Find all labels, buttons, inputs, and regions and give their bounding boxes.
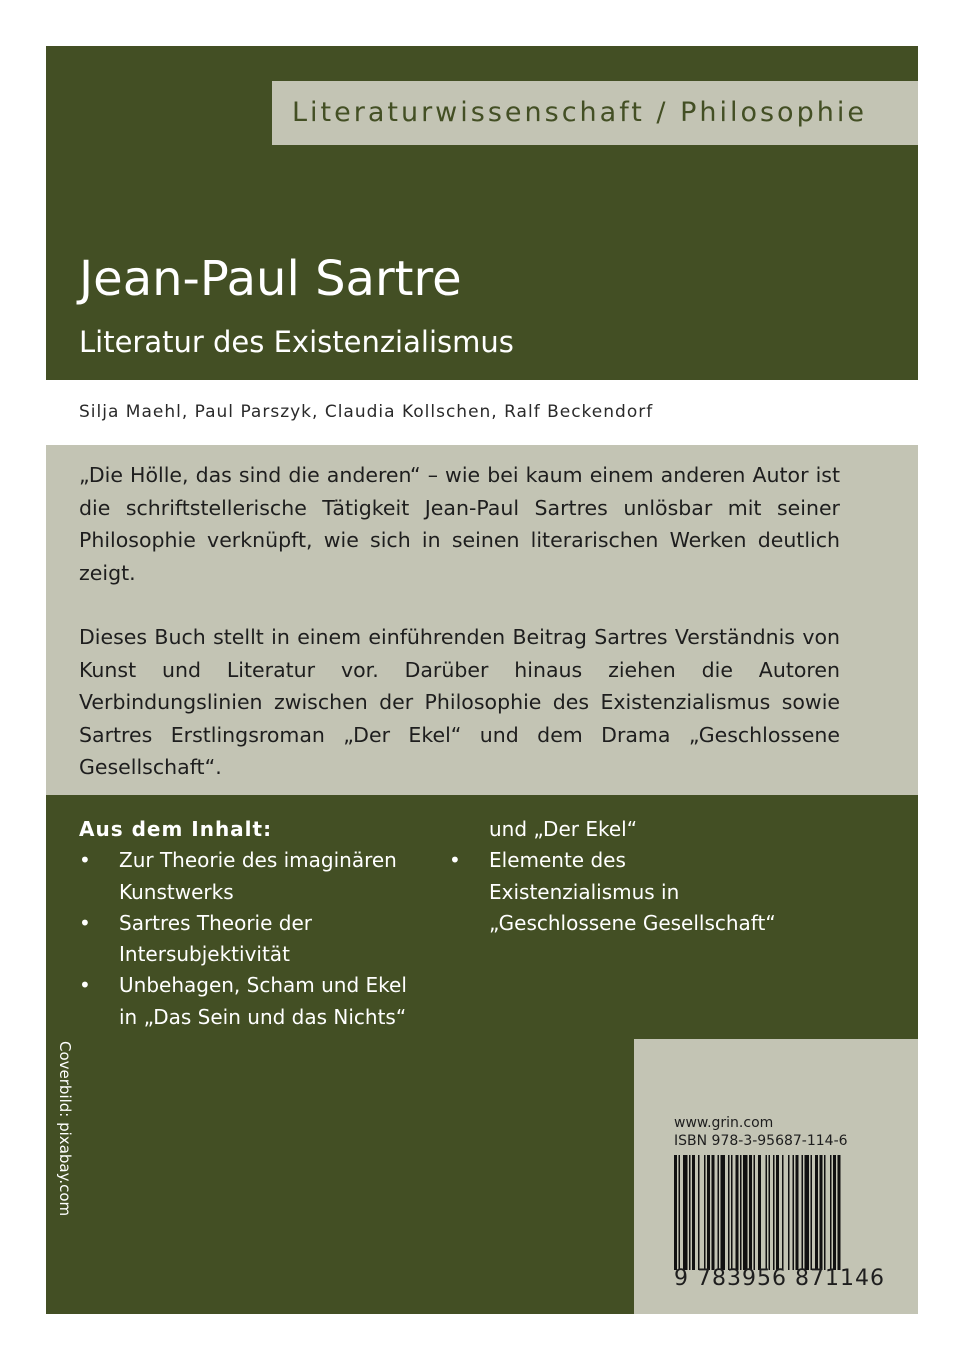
contents-heading: Aus dem Inhalt: [79, 817, 273, 841]
barcode-bar [824, 1155, 826, 1270]
barcode-bar [736, 1155, 739, 1270]
barcode-bar [740, 1155, 742, 1270]
barcode-bar [820, 1155, 823, 1270]
cover-image-credit: Coverbild: pixabay.com [56, 1041, 74, 1217]
list-item: • Zur Theorie des imaginären Kunstwerks [79, 845, 409, 908]
barcode-bar [833, 1155, 836, 1270]
barcode-bar [707, 1155, 710, 1270]
header-block [46, 46, 918, 380]
barcode-bar [773, 1155, 775, 1270]
barcode-bar [731, 1155, 733, 1270]
barcode-bar [811, 1155, 813, 1270]
barcode-bar [782, 1155, 784, 1270]
barcode-bar [776, 1155, 779, 1270]
barcode-bar [802, 1155, 804, 1270]
barcode-bar [679, 1155, 681, 1270]
barcode-area [634, 1039, 918, 1314]
list-item: • Unbehagen, Scham und Ekel in „Das Sein und das Nichts“ und „Der Ekel“ [79, 814, 779, 1044]
barcode-bar [830, 1155, 832, 1270]
barcode-bar [712, 1155, 715, 1270]
barcode-bar [674, 1155, 677, 1270]
publisher-url: www.grin.com [674, 1115, 774, 1131]
book-subtitle: Literatur des Existenzialismus [79, 325, 514, 359]
barcode-bar [788, 1155, 790, 1270]
barcode-bar [749, 1155, 752, 1270]
contents-list [79, 814, 779, 1044]
list-item: • Sartres Theorie der Intersubjektivität [79, 908, 409, 971]
barcode-bar [769, 1155, 771, 1270]
list-item: • Elemente des Existenzialismus in „Geschlossene Gesellschaft“ [449, 845, 779, 939]
description-text [79, 459, 840, 816]
barcode-bar [721, 1155, 726, 1270]
barcode-bar [743, 1155, 748, 1270]
book-title: Jean-Paul Sartre [79, 251, 462, 307]
barcode-bar [766, 1155, 768, 1270]
barcode-bar [718, 1155, 720, 1270]
barcode-bar [704, 1155, 706, 1270]
barcode-icon [674, 1155, 894, 1270]
description-paragraph-1: „Die Hölle, das sind die anderen“ – wie bei kaum einem anderen Autor ist die schriftstellerische Tätigkeit Jean-Paul Sartres unlösbar mit seiner Philosophie verknüpft, wie sich in seinen literarischen Werken deutlich zeigt. [79, 463, 840, 585]
barcode-bar [838, 1155, 841, 1270]
category-label: Literaturwissenschaft / Philosophie [272, 81, 918, 145]
barcode-bar [692, 1155, 695, 1270]
barcode-bar [805, 1155, 810, 1270]
barcode-bar [793, 1155, 795, 1270]
description-block [46, 445, 918, 795]
barcode-bar [698, 1155, 700, 1270]
isbn: ISBN 978-3-95687-114-6 [674, 1133, 848, 1149]
barcode-bar [815, 1155, 818, 1270]
ean-number: 9 783956 871146 [674, 1266, 885, 1291]
barcode-bar [796, 1155, 799, 1270]
authors: Silja Maehl, Paul Parszyk, Claudia Kollschen, Ralf Beckendorf [79, 402, 654, 422]
book-back-cover [46, 46, 918, 1314]
barcode-bar [758, 1155, 761, 1270]
barcode-bar [754, 1155, 756, 1270]
barcode-bar [728, 1155, 730, 1270]
barcode-bar [689, 1155, 691, 1270]
description-paragraph-2: Dieses Buch stellt in einem einführenden Beitrag Sartres Verständnis von Kunst und Literatur vor. Darüber hinaus ziehen die Autoren Verbindungslinien zwischen der Philosophie des Existenzialismus sowie Sartres Erstlingsroman „Der Ekel“ und dem Drama „Geschlossene Gesellschaft“. [79, 625, 840, 779]
barcode-bar [683, 1155, 688, 1270]
